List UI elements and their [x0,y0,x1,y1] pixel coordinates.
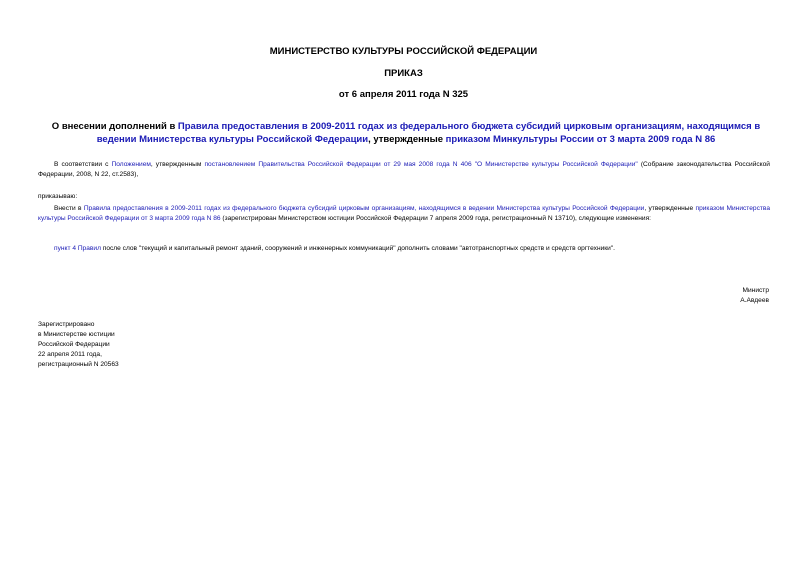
doc-type: ПРИКАЗ [384,68,423,79]
signature-position: Министр [742,287,769,294]
para2-text-3: (зарегистрирован Министерством юстиции Российской Федерации 7 апреля 2009 года, регистрационный N 13710), следующие изменения: [220,215,651,222]
document-title [50,121,762,146]
title-prefix: О внесении дополнений в [51,121,178,132]
amendment-paragraph [38,204,770,224]
para1-text-1: В соответствии с [54,161,112,168]
ministry-name: МИНИСТЕРСТВО КУЛЬТУРЫ РОССИЙСКОЙ ФЕДЕРАЦИИ [269,46,538,57]
registration-line: в Министерстве юстиции [38,331,115,338]
registration-line: регистрационный N 20563 [38,361,119,368]
signature-name: А.Авдеев [740,297,769,304]
para1-text-3: (Собрание законодательства Российской Федерации, 2008, N 22, ст.2583), [38,161,770,178]
link-rules[interactable]: Правила предоставления в 2009-2011 годах из федерального бюджета субсидий цирковым организациям, находящимся в ведении Министерства культуры Российской Федерации [83,205,645,212]
link-ministry-order[interactable]: приказом Министерства культуры Российской Федерации от 3 марта 2009 года N 86 [38,205,770,222]
link-regulation[interactable]: Положением [111,161,151,168]
order-word: приказываю: [38,193,78,200]
link-clause-4[interactable]: пункт 4 Правил [54,245,101,252]
registration-block [38,320,258,370]
clause-paragraph [38,244,770,254]
preamble-paragraph [38,160,770,180]
doc-date-number: от 6 апреля 2011 года N 325 [338,89,469,100]
para2-text-2: , утвержденные [644,205,696,212]
title-link-rules[interactable]: Правила предоставления в 2009-2011 годах из федерального бюджета субсидий цирковым организациям, находящимся в ведении Министерства культуры Российской Федерации [96,121,761,145]
para1-text-2: , утвержденным [150,161,205,168]
signature-block [569,286,769,306]
registration-line: 22 апреля 2011 года, [38,351,102,358]
para2-text-1: Внести в [54,205,84,212]
para3-text-1: после слов "текущий и капитальный ремонт зданий, сооружений и инженерных коммуникаций" дополнить словами "автотранспортных средств и средств оргтехники". [100,245,616,252]
registration-line: Российской Федерации [38,341,110,348]
registration-line: Зарегистрировано [38,321,95,328]
title-middle: , утвержденные [368,133,446,145]
link-government-decree[interactable]: постановлением Правительства Российской Федерации от 29 мая 2008 года N 406 "О Министерстве культуры Российской Федерации" [204,161,638,168]
title-link-order[interactable]: приказом Минкультуры России от 3 марта 2009 года N 86 [445,133,716,145]
